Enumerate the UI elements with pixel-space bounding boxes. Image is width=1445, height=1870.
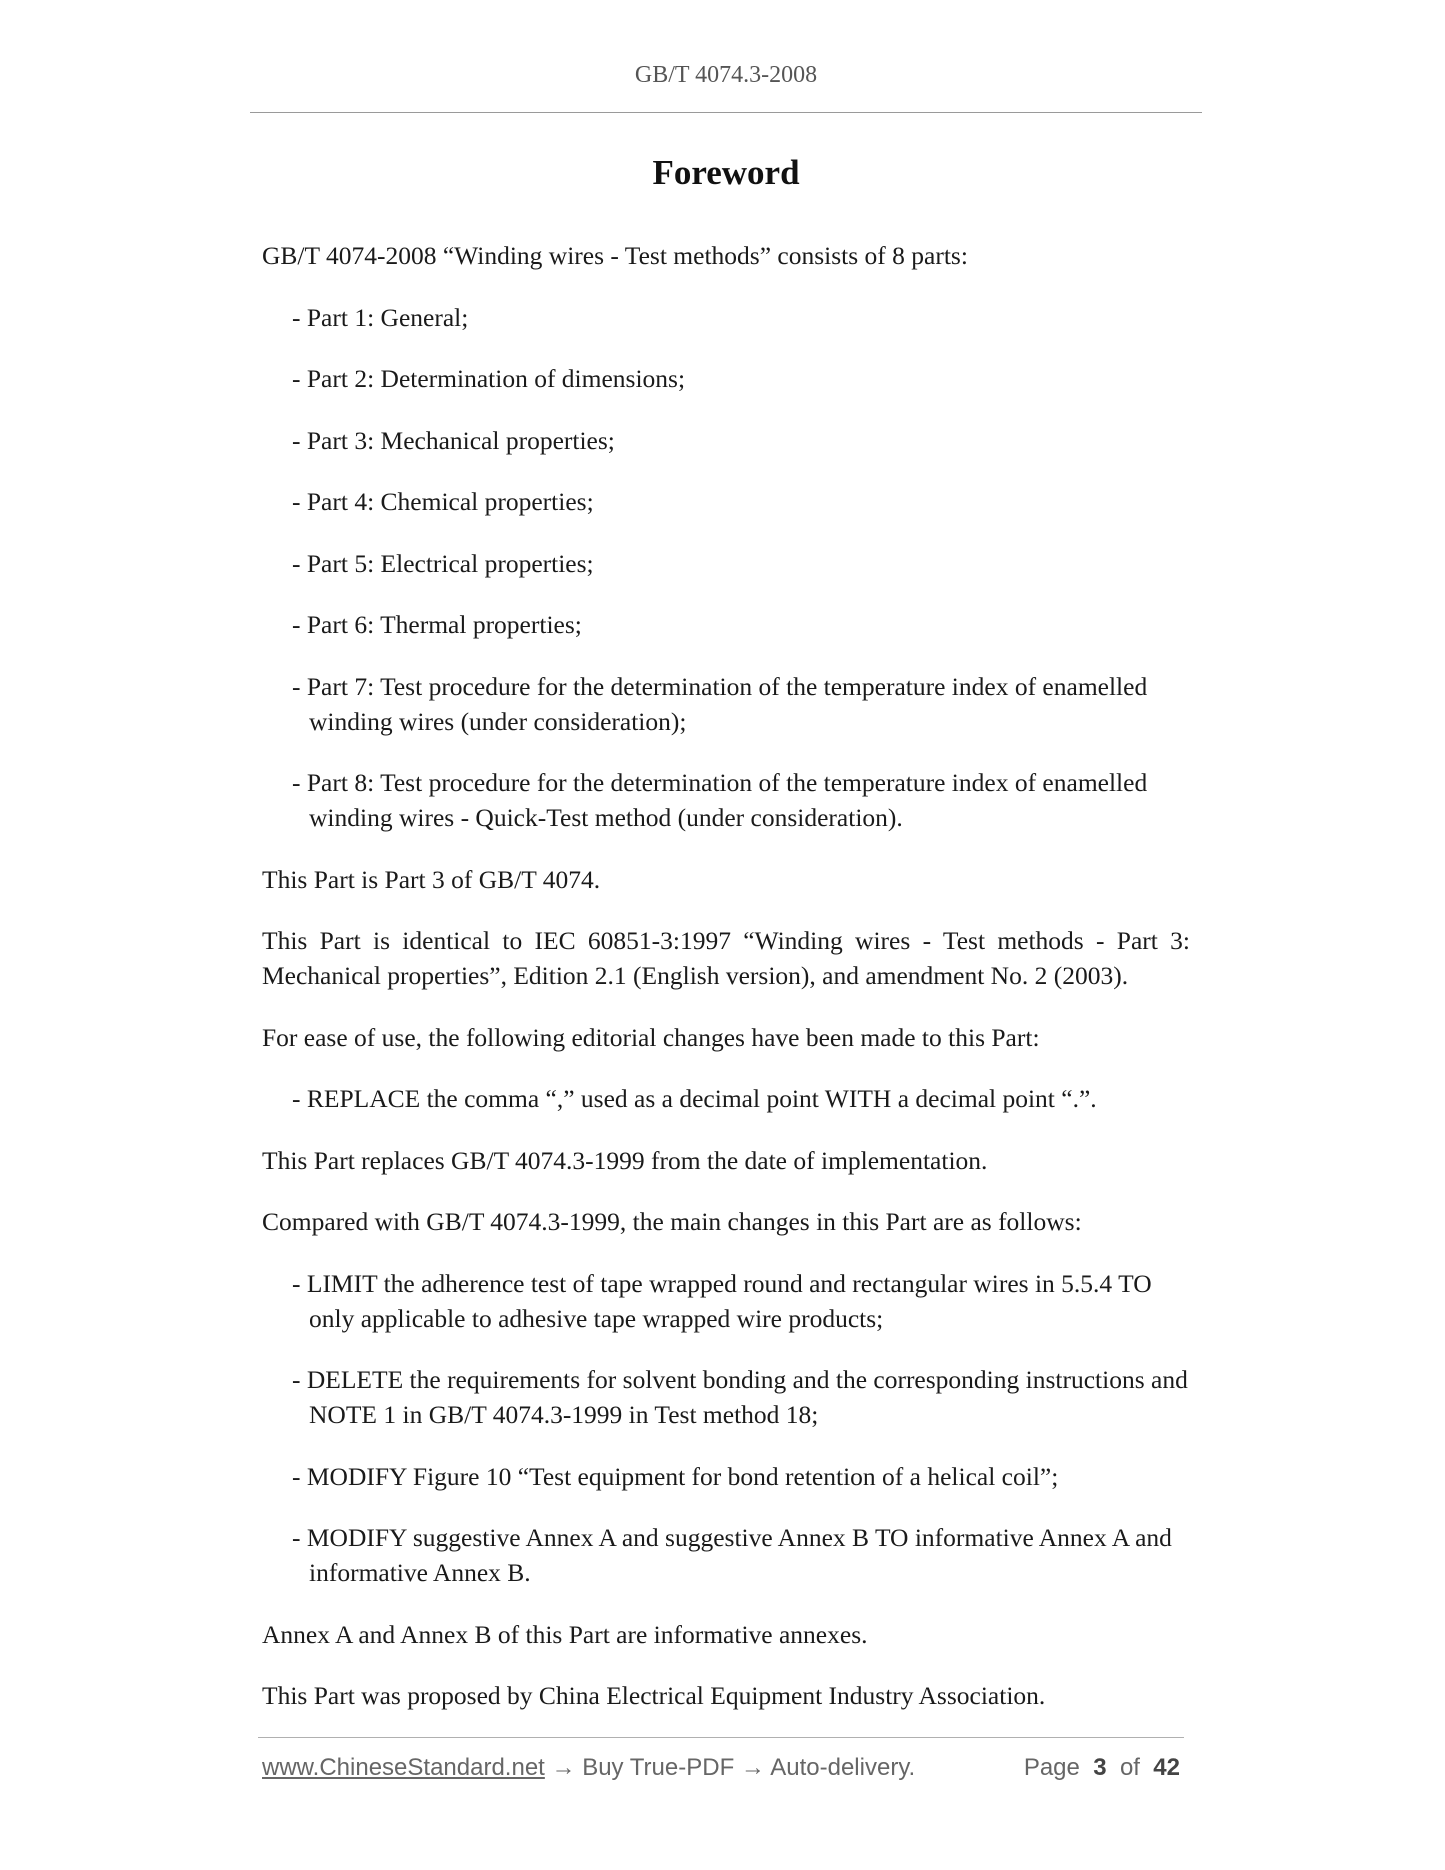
footer-divider (258, 1737, 1184, 1738)
running-header: GB/T 4074.3-2008 (634, 62, 818, 88)
change-list-item: - LIMIT the adherence test of tape wrapped round and rectangular wires in 5.5.4 TO only applicable to adhesive tape wrapped wire products; (292, 1268, 1152, 1333)
part-list-item: - Part 7: Test procedure for the determination of the temperature index of enamelled winding wires (under consideration); (292, 671, 1148, 736)
identity-statement: This Part is identical to IEC 60851-3:1997 “Winding wires - Test methods - Part 3: Mechanical properties”, Edition 2.1 (English version), and amendment No. 2 (2003). (262, 926, 1190, 990)
website-link[interactable]: www.ChineseStandard.net (262, 1754, 545, 1781)
part-list-item: - Part 5: Electrical properties; (292, 548, 594, 578)
changes-intro: Compared with GB/T 4074.3-1999, the main changes in this Part are as follows: (262, 1207, 1082, 1236)
page-total: 42 (1153, 1754, 1180, 1781)
change-list-item: - MODIFY Figure 10 “Test equipment for bond retention of a helical coil”; (292, 1461, 1059, 1491)
page-of-label: of (1119, 1754, 1140, 1781)
part-list-item: - Part 2: Determination of dimensions; (292, 364, 686, 393)
foreword-body (262, 238, 1190, 1740)
annex-statement: Annex A and Annex B of this Part are informative annexes. (262, 1619, 868, 1649)
buy-text: Buy True-PDF (582, 1754, 735, 1781)
change-list-item: - MODIFY suggestive Annex A and suggestive Annex B TO informative Annex A and informative Annex B. (292, 1523, 1172, 1587)
replacement-statement: This Part replaces GB/T 4074.3-1999 from the date of implementation. (262, 1145, 988, 1175)
intro-paragraph: GB/T 4074-2008 “Winding wires - Test methods” consists of 8 parts: (262, 241, 968, 270)
part-statement: This Part is Part 3 of GB/T 4074. (262, 864, 601, 894)
part-list-item: - Part 3: Mechanical properties; (292, 425, 615, 455)
page-current: 3 (1093, 1754, 1107, 1781)
page-title: Foreword (652, 153, 800, 192)
editorial-change-item: - REPLACE the comma “,” used as a decimal point WITH a decimal point “.”. (292, 1084, 1097, 1113)
part-list-item: - Part 1: General; (292, 302, 469, 332)
page-number (1024, 1754, 1180, 1782)
arrow-icon: → (734, 1754, 771, 1781)
arrow-icon: → (544, 1754, 583, 1781)
page-label: Page (1023, 1754, 1080, 1781)
header-divider (250, 112, 1202, 113)
part-list-item: - Part 8: Test procedure for the determination of the temperature index of enamelled winding wires - Quick-Test method (under consideration). (292, 768, 1148, 832)
part-list-item: - Part 4: Chemical properties; (292, 487, 594, 516)
footer-promo (262, 1754, 915, 1782)
editorial-intro: For ease of use, the following editorial changes have been made to this Part: (262, 1022, 1040, 1052)
part-list-item: - Part 6: Thermal properties; (292, 610, 582, 639)
change-list-item: - DELETE the requirements for solvent bonding and the corresponding instructions and NOTE 1 in GB/T 4074.3-1999 in Test method 18; (292, 1365, 1188, 1429)
proposer-statement: This Part was proposed by China Electrical Equipment Industry Association. (262, 1681, 1046, 1710)
delivery-text: Auto-delivery. (770, 1754, 916, 1781)
